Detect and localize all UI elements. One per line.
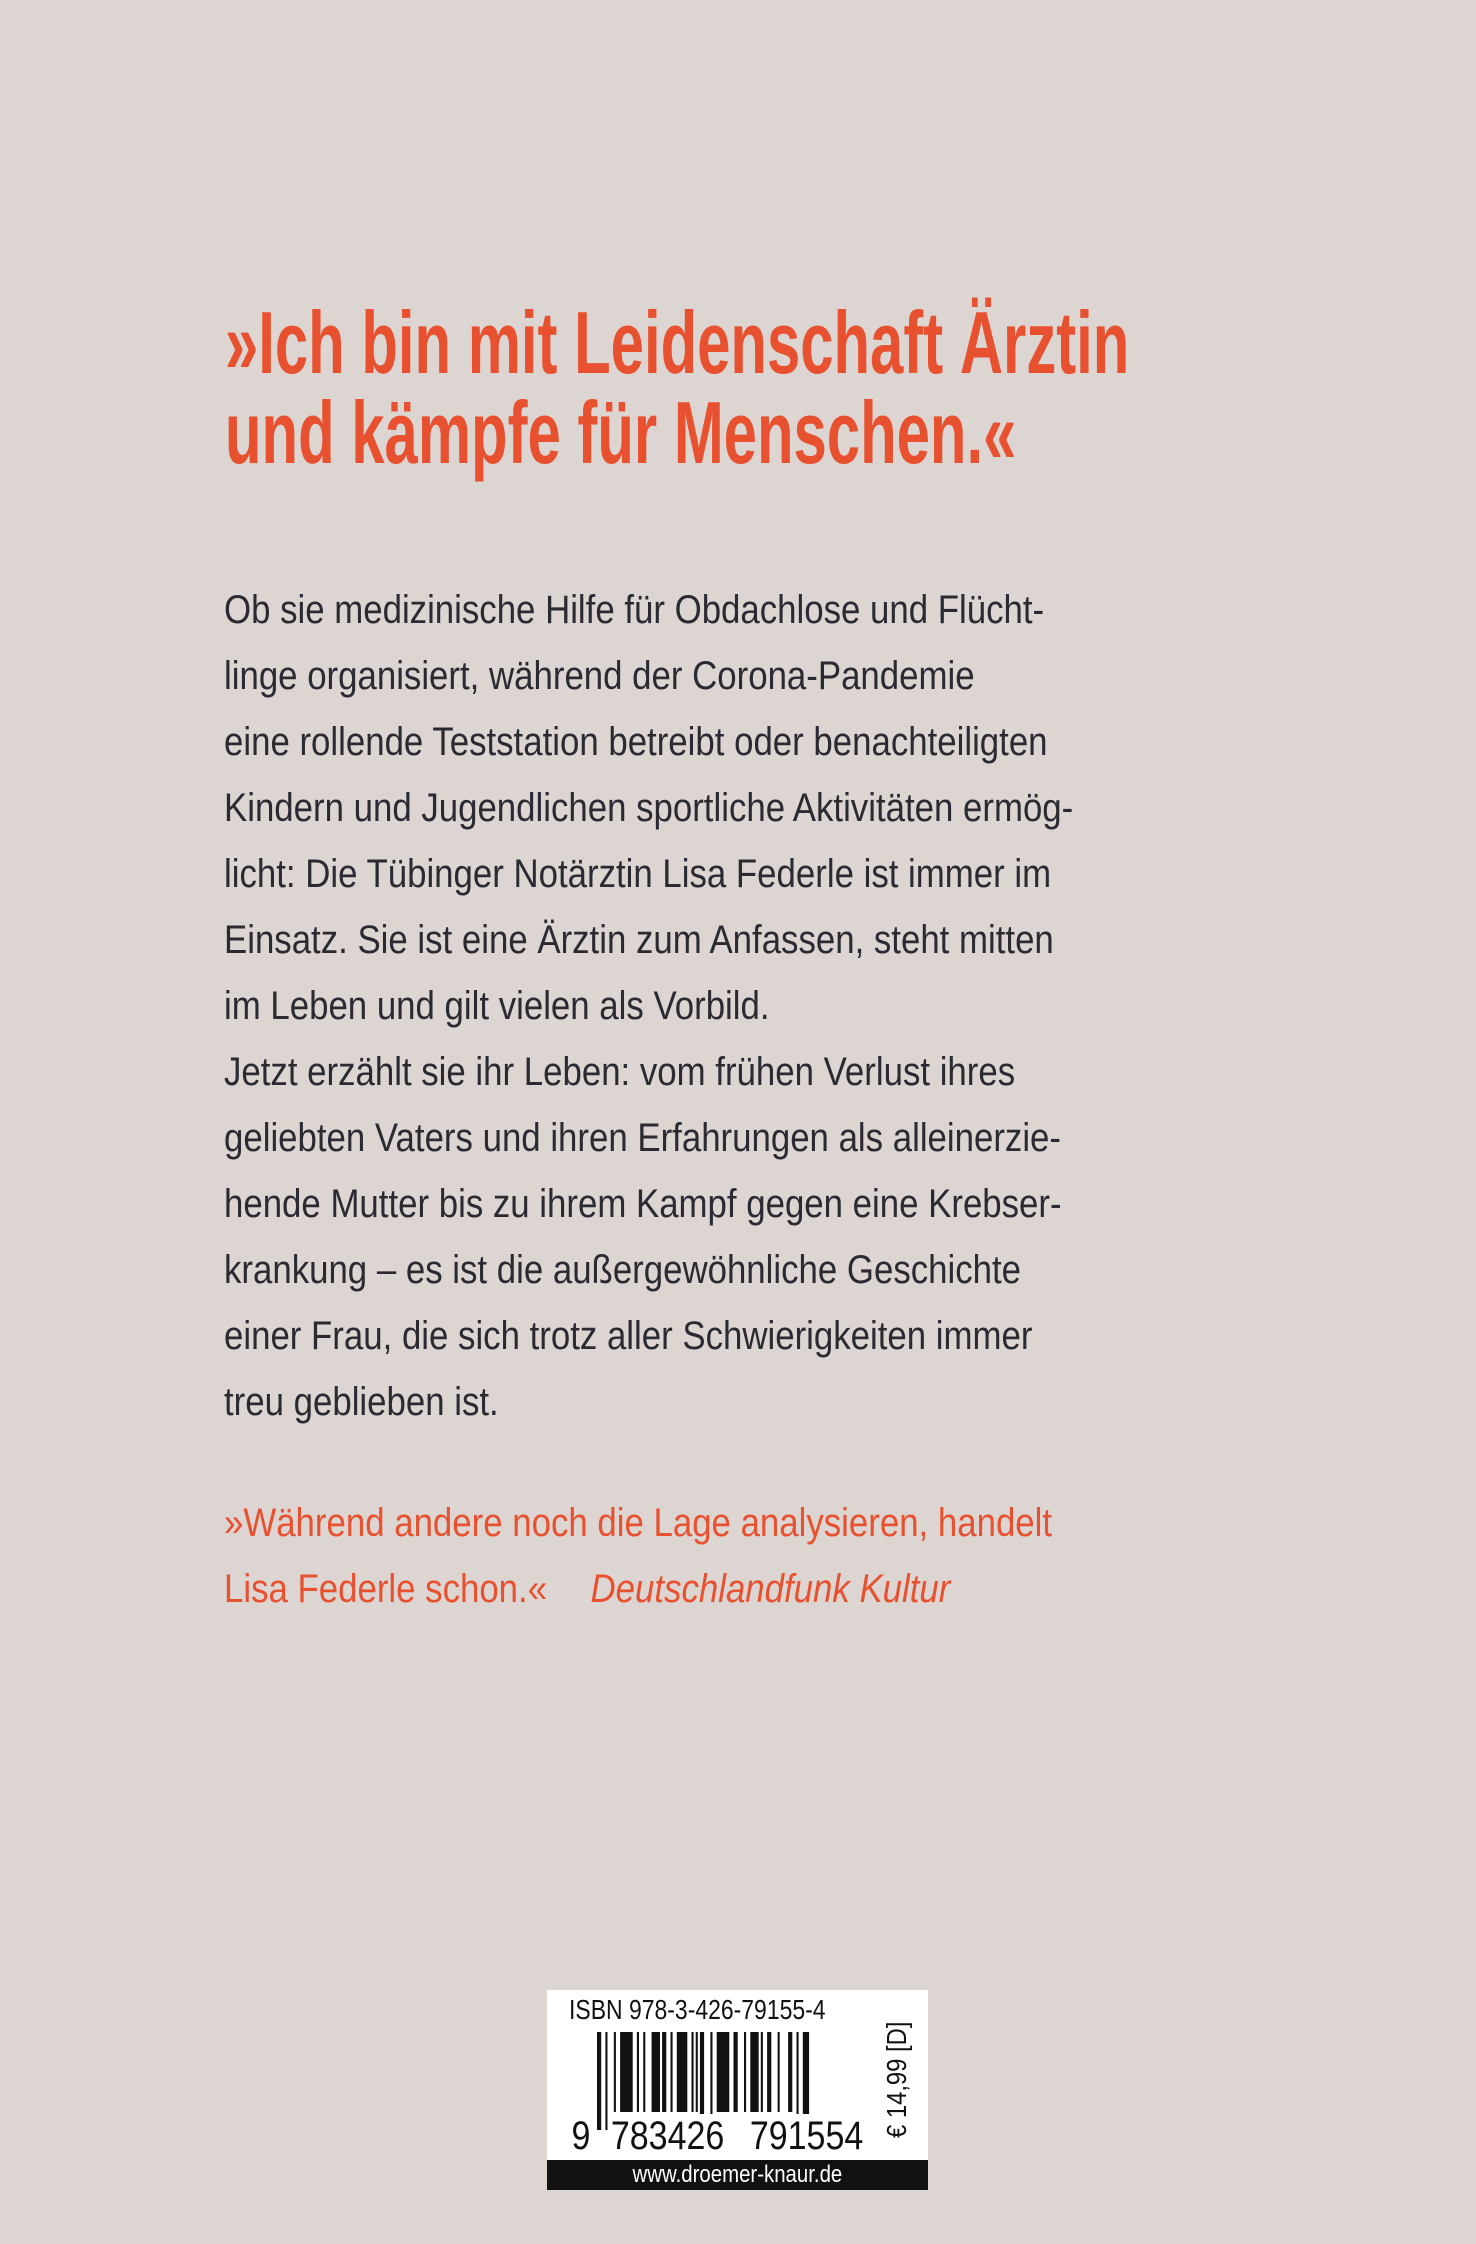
barcode-bar xyxy=(717,2032,730,2112)
blurb-line: im Leben und gilt vielen als Vorbild. xyxy=(224,984,770,1028)
barcode-bar xyxy=(750,2032,758,2112)
headline-quote xyxy=(225,293,1476,482)
barcode-bar xyxy=(652,2032,660,2112)
press-quote-source: Deutschlandfunk Kultur xyxy=(590,1567,951,1611)
blurb-line: Jetzt erzählt sie ihr Leben: vom frühen Verlust ihres xyxy=(224,1050,1016,1094)
barcode-bar xyxy=(696,2032,698,2112)
barcode-bar xyxy=(643,2032,645,2112)
barcode-bar xyxy=(778,2032,780,2112)
barcode-digits xyxy=(569,2114,866,2159)
barcode-bar xyxy=(788,2032,792,2112)
blurb-line: hende Mutter bis zu ihrem Kampf gegen eine Krebser- xyxy=(224,1182,1062,1226)
barcode-bar xyxy=(692,2032,694,2112)
blurb-line: einer Frau, die sich trotz aller Schwierigkeiten immer xyxy=(224,1314,1033,1358)
barcode-digit-group: 783426 xyxy=(608,2114,727,2158)
barcode-bar xyxy=(671,2032,673,2112)
barcode-bar xyxy=(734,2032,738,2112)
barcode-bar xyxy=(767,2032,771,2112)
blurb-line: linge organisiert, während der Corona-Pandemie xyxy=(224,654,975,698)
press-quote xyxy=(224,1490,1176,1622)
press-quote-line: »Während andere noch die Lage analysieren, handelt xyxy=(224,1501,1053,1545)
price-text: € 14,99 [D] xyxy=(881,2021,912,2138)
barcode-bar xyxy=(614,2032,616,2112)
barcode-bar xyxy=(637,2032,639,2112)
headline-line: und kämpfe für Menschen.« xyxy=(225,383,1017,482)
blurb-line: geliebten Vaters und ihren Erfahrungen als alleinerzie- xyxy=(224,1116,1062,1160)
publisher-url: www.droemer-knaur.de xyxy=(632,2161,843,2188)
blurb-line: Ob sie medizinische Hilfe für Obdachlose und Flücht- xyxy=(224,588,1045,632)
isbn-text: ISBN 978-3-426-79155-4 xyxy=(569,1994,826,2025)
barcode-digit-first: 9 xyxy=(569,2114,593,2158)
blurb-line: krankung – es ist die außergewöhnliche Geschichte xyxy=(224,1248,1021,1292)
barcode-bar xyxy=(677,2032,688,2112)
blurb-line: licht: Die Tübinger Notärztin Lisa Federle ist immer im xyxy=(224,852,1052,896)
publisher-url-bar xyxy=(547,2160,928,2190)
blurb-line: Kindern und Jugendlichen sportliche Aktivitäten ermög- xyxy=(224,786,1074,830)
blurb-line: treu geblieben ist. xyxy=(224,1380,499,1424)
barcode-digit-group: 791554 xyxy=(747,2114,866,2158)
blurb-line: Einsatz. Sie ist eine Ärztin zum Anfassen, steht mitten xyxy=(224,918,1054,962)
blurb-line: eine rollende Teststation betreibt oder benachteiligten xyxy=(224,720,1048,764)
barcode-bar xyxy=(662,2032,666,2112)
headline-line: »Ich bin mit Leidenschaft Ärztin xyxy=(225,293,1130,392)
barcode-bar xyxy=(744,2032,746,2112)
barcode-bar xyxy=(761,2032,763,2112)
barcode-bar xyxy=(620,2032,633,2112)
press-quote-line: Lisa Federle schon.« xyxy=(224,1567,548,1611)
blurb-text xyxy=(224,577,1200,1435)
barcode-label xyxy=(547,1990,928,2190)
